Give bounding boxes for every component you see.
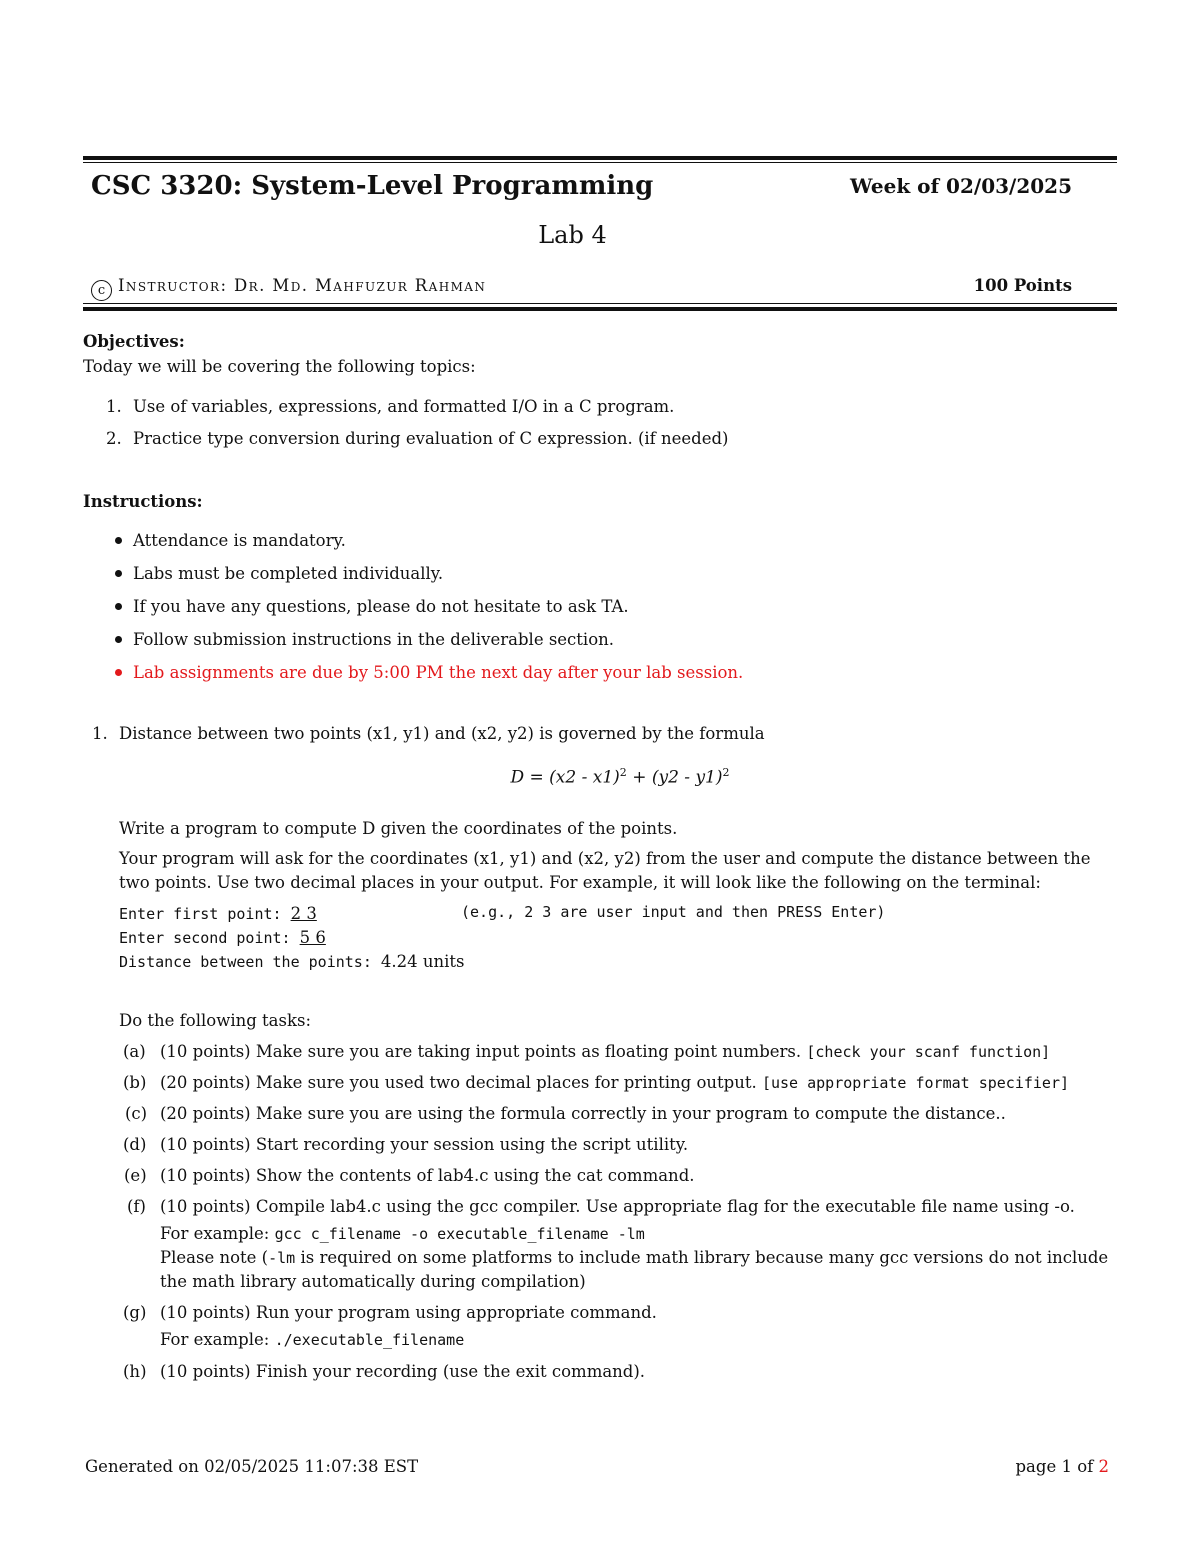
header-top-rule-thin: [83, 162, 1117, 163]
example-code: gcc c_filename -o executable_filename -lm: [274, 1225, 645, 1243]
header-top-rule-thick: [83, 156, 1117, 160]
problem-paragraph: Your program will ask for the coordinates (x1, y1) and (x2, y2) from the user and compute the distance between the: [119, 849, 1091, 868]
task-text: Finish your recording (use the exit command).: [255, 1362, 646, 1381]
terminal-prompt: Enter second point:: [119, 929, 300, 947]
task-g-example: [160, 1328, 464, 1352]
task-text: Run your program using appropriate command.: [255, 1303, 657, 1322]
bullet-icon: [115, 603, 122, 610]
copyright-icon: c: [91, 280, 112, 301]
task-text: Show the contents of lab4.c using the cat command.: [255, 1166, 695, 1185]
task-label: (b): [123, 1073, 147, 1092]
distance-formula: [0, 765, 1200, 790]
example-prefix: For example:: [160, 1330, 275, 1349]
instruction-item: Labs must be completed individually.: [133, 564, 444, 583]
objective-item: Use of variables, expressions, and formatted I/O in a C program.: [133, 397, 675, 416]
task-f: [160, 1195, 1075, 1219]
problem-num: 1.: [92, 724, 108, 743]
task-label: (f): [127, 1197, 146, 1216]
task-text: Compile lab4.c using the gcc compiler. Use appropriate flag for the executable file name using -o.: [255, 1197, 1075, 1216]
instructions-heading: Instructions:: [83, 492, 203, 511]
terminal-note: (e.g., 2 3 are user input and then PRESS Enter): [461, 903, 886, 921]
bullet-icon: [115, 570, 122, 577]
task-label: (h): [123, 1362, 147, 1381]
objective-item: Practice type conversion during evaluation of C expression. (if needed): [133, 429, 729, 448]
terminal-prompt: Enter first point:: [119, 905, 291, 923]
objectives-heading: Objectives:: [83, 332, 185, 351]
instruction-item: Follow submission instructions in the deliverable section.: [133, 630, 615, 649]
page-total-link[interactable]: 2: [1098, 1457, 1109, 1476]
task-d: [160, 1133, 688, 1157]
task-text: Make sure you used two decimal places for printing output.: [255, 1073, 757, 1092]
task-code: [check your scanf function]: [806, 1043, 1051, 1061]
task-points: (10 points): [160, 1042, 251, 1061]
footer-page-number: [1016, 1455, 1110, 1479]
task-e: [160, 1164, 695, 1188]
task-text: Make sure you are taking input points as floating point numbers.: [255, 1042, 802, 1061]
task-code: [use appropriate format specifier]: [761, 1074, 1069, 1092]
instruction-item-deadline: Lab assignments are due by 5:00 PM the next day after your lab session.: [133, 663, 744, 682]
task-points: (20 points): [160, 1104, 251, 1123]
terminal-input: 2 3: [290, 904, 317, 923]
task-label: (e): [124, 1166, 147, 1185]
task-a: [160, 1040, 1050, 1064]
objective-num: 2.: [106, 429, 122, 448]
note-text: is required on some platforms to include math library because many gcc versions do not include: [295, 1248, 1109, 1267]
instruction-item: If you have any questions, please do not hesitate to ask TA.: [133, 597, 629, 616]
bullet-icon: [115, 636, 122, 643]
lab-title: Lab 4: [538, 221, 607, 249]
task-label: (g): [123, 1303, 147, 1322]
course-title: CSC 3320: System-Level Programming: [91, 171, 654, 201]
example-prefix: For example:: [160, 1224, 275, 1243]
header-bottom-rule-thick: [83, 307, 1117, 311]
footer-generated: Generated on 02/05/2025 11:07:38 EST: [85, 1457, 419, 1476]
terminal-line: [119, 926, 326, 950]
task-c: [160, 1102, 1006, 1126]
task-points: (10 points): [160, 1197, 251, 1216]
terminal-input: 5 6: [299, 928, 326, 947]
task-label: (d): [123, 1135, 147, 1154]
task-text: Start recording your session using the script utility.: [255, 1135, 689, 1154]
terminal-output: 4.24 units: [380, 952, 465, 971]
task-f-note-line2: the math library automatically during compilation): [160, 1272, 586, 1291]
example-code: ./executable_filename: [274, 1331, 465, 1349]
terminal-line: [119, 950, 465, 974]
task-points: (20 points): [160, 1073, 251, 1092]
task-b: [160, 1071, 1069, 1095]
terminal-line: [119, 902, 317, 926]
problem-intro: Distance between two points (x1, y1) and (x2, y2) is governed by the formula: [119, 724, 765, 743]
formula-part: + (y2 - y1): [626, 767, 723, 788]
problem-paragraph: Write a program to compute D given the coordinates of the points.: [119, 819, 678, 838]
task-points: (10 points): [160, 1166, 251, 1185]
instructor-name: Instructor: Dr. Md. Mahfuzur Rahman: [118, 276, 487, 295]
bullet-icon-highlight: [115, 669, 122, 676]
formula-exponent: 2: [722, 766, 730, 779]
task-text: Make sure you are using the formula correctly in your program to compute the distance..: [255, 1104, 1006, 1123]
terminal-prompt: Distance between the points:: [119, 953, 381, 971]
objectives-intro: Today we will be covering the following topics:: [83, 357, 476, 376]
task-f-example: [160, 1222, 645, 1246]
task-label: (a): [123, 1042, 146, 1061]
note-prefix: Please note (: [160, 1248, 269, 1267]
bullet-icon: [115, 537, 122, 544]
page-prefix: page 1 of: [1015, 1457, 1099, 1476]
task-points: (10 points): [160, 1135, 251, 1154]
instructor-line: [91, 274, 486, 301]
note-code: -lm: [268, 1249, 296, 1267]
task-h: [160, 1360, 645, 1384]
formula-part: D = (x2 - x1): [510, 767, 620, 788]
task-g: [160, 1301, 657, 1325]
header-bottom-rule-thin: [83, 303, 1117, 304]
instruction-item: Attendance is mandatory.: [133, 531, 346, 550]
tasks-intro: Do the following tasks:: [119, 1011, 311, 1030]
task-f-note: [160, 1246, 1108, 1270]
problem-paragraph: two points. Use two decimal places in your output. For example, it will look like the following on the terminal:: [119, 873, 1041, 892]
task-points: (10 points): [160, 1303, 251, 1322]
task-label: (c): [125, 1104, 148, 1123]
task-points: (10 points): [160, 1362, 251, 1381]
objective-num: 1.: [106, 397, 122, 416]
formula-exponent: 2: [619, 766, 627, 779]
total-points: 100 Points: [973, 276, 1072, 295]
week-label: Week of 02/03/2025: [850, 174, 1072, 198]
